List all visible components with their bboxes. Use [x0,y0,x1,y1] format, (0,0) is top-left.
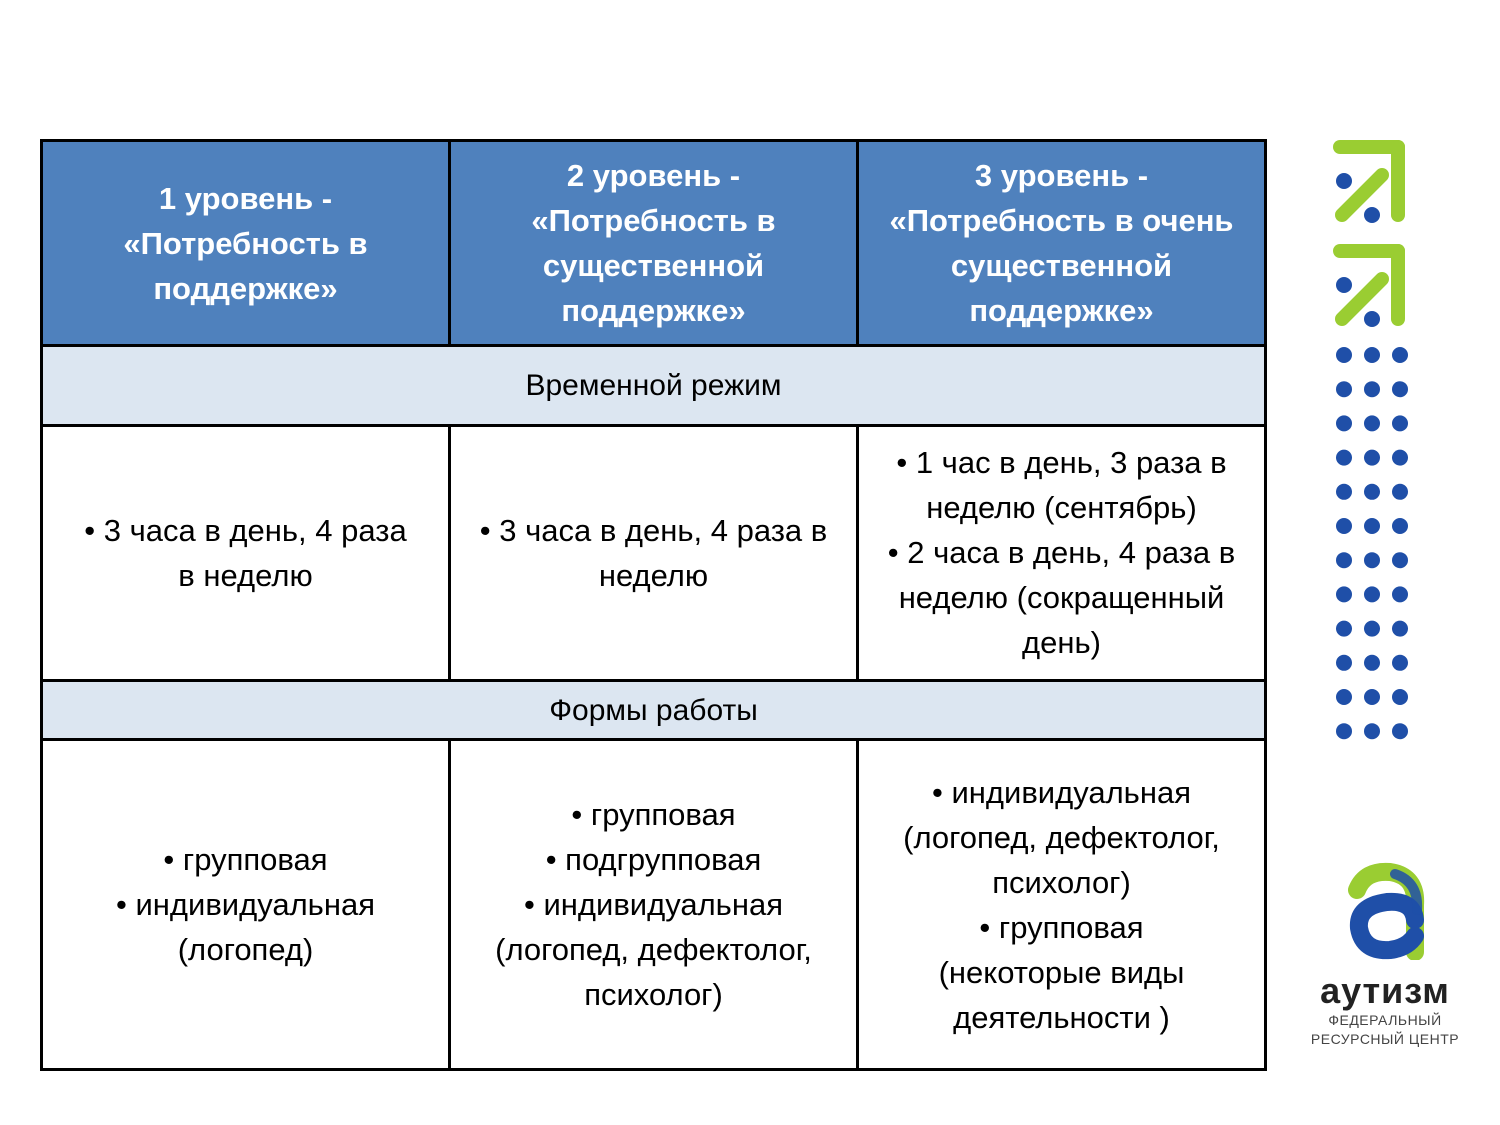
dot [1336,655,1352,671]
dot [1364,621,1380,637]
brand-a-icon [1335,860,1435,960]
arrow-mark-icon [1336,147,1398,223]
dot [1392,655,1408,671]
header-level-1: 1 уровень - «Потребность в поддержке» [42,141,450,346]
dot [1392,586,1408,602]
arrow-mark-icon [1336,251,1398,327]
section-title-forms: Формы работы [42,681,1266,740]
header-level-2: 2 уровень - «Потребность в существенной поддержке» [450,141,858,346]
dot [1392,415,1408,431]
dot [1364,689,1380,705]
table-row-forms [42,740,1266,1070]
dot [1364,381,1380,397]
dot [1364,415,1380,431]
dot [1336,347,1352,363]
dot [1364,723,1380,739]
dot-pattern-arrow-icon [1330,135,1420,755]
dot [1364,552,1380,568]
dot [1336,621,1352,637]
brand-name: аутизм [1320,970,1450,1011]
table-header-row [42,141,1266,346]
dot [1336,484,1352,500]
table-row-schedule [42,425,1266,681]
section-row-schedule [42,346,1266,425]
dot [1392,552,1408,568]
section-title-schedule: Временной режим [42,346,1266,425]
dot [1364,518,1380,534]
dot [1392,621,1408,637]
dot [1336,450,1352,466]
brand-subtitle-1: ФЕДЕРАЛЬНЫЙ [1328,1012,1442,1028]
dot-grid-icon [1336,347,1408,739]
schedule-level-2: • 3 часа в день, 4 раза в неделю [450,425,858,681]
dot [1392,347,1408,363]
forms-level-3: • индивидуальная (логопед, дефектолог, психолог) • групповая (некоторые виды деятельности ) [858,740,1266,1070]
dot [1392,689,1408,705]
dot [1336,518,1352,534]
section-row-forms [42,681,1266,740]
dot [1336,723,1352,739]
dot [1392,484,1408,500]
support-levels-table [40,139,1267,1071]
dot [1364,586,1380,602]
forms-level-2: • групповая • подгрупповая • индивидуальная (логопед, дефектолог, психолог) [450,740,858,1070]
header-level-3: 3 уровень - «Потребность в очень существенной поддержке» [858,141,1266,346]
forms-level-1: • групповая • индивидуальная (логопед) [42,740,450,1070]
brand-logo [1300,860,1470,1049]
dot [1392,381,1408,397]
dot [1336,381,1352,397]
dot [1336,552,1352,568]
dot [1336,586,1352,602]
dot [1364,655,1380,671]
dot [1364,347,1380,363]
brand-subtitle-2: РЕСУРСНЫЙ ЦЕНТР [1310,1031,1460,1047]
schedule-level-1: • 3 часа в день, 4 раза в неделю [42,425,450,681]
schedule-level-3: • 1 час в день, 3 раза в неделю (сентябрь) • 2 часа в день, 4 раза в неделю (сокращенный день) [858,425,1266,681]
dot [1364,484,1380,500]
dot [1336,415,1352,431]
dot [1392,723,1408,739]
dot [1364,450,1380,466]
dot [1392,450,1408,466]
dot [1392,518,1408,534]
dot [1336,689,1352,705]
